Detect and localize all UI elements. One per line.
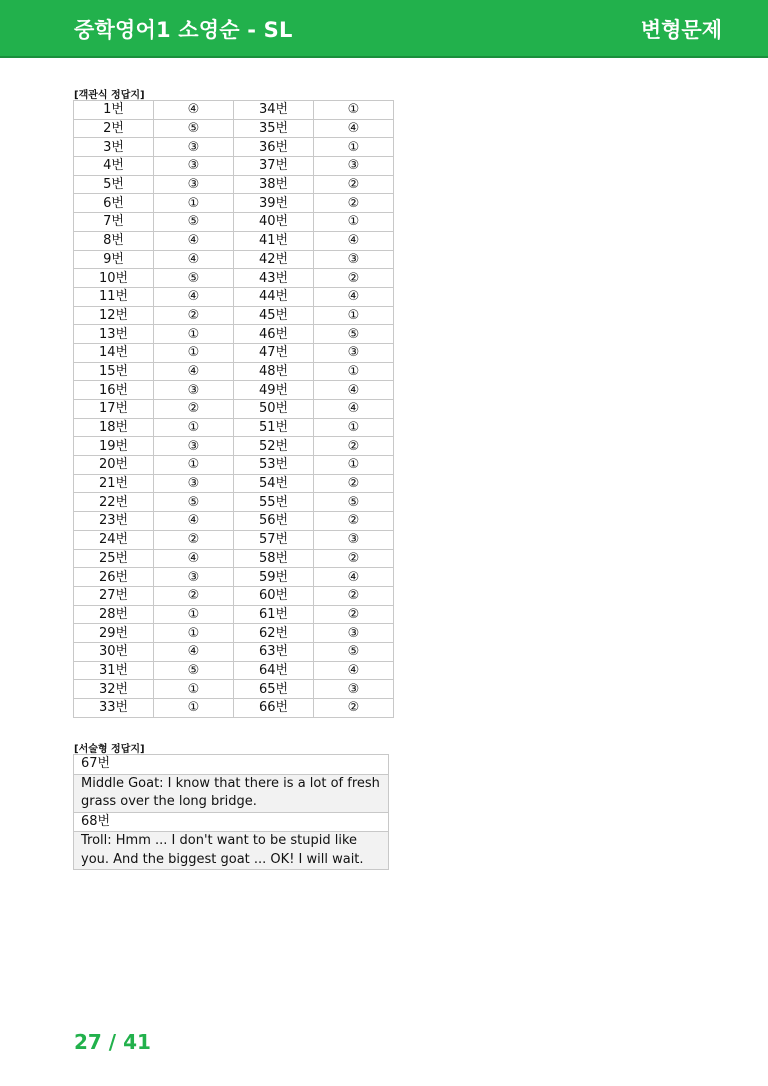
answer-row <box>74 138 394 157</box>
question-number: 30번 <box>74 642 154 661</box>
essay-answer-row <box>74 774 389 812</box>
answer-choice: ④ <box>154 549 234 568</box>
subjective-answers-label: [서술형 정답지] <box>74 744 145 755</box>
answer-choice: ② <box>314 699 394 718</box>
answer-choice: ③ <box>154 381 234 400</box>
answer-choice: ④ <box>154 250 234 269</box>
question-number: 28번 <box>74 605 154 624</box>
answer-choice: ④ <box>314 661 394 680</box>
answer-choice: ④ <box>154 512 234 531</box>
answer-choice: ② <box>154 400 234 419</box>
answer-choice: ③ <box>314 157 394 176</box>
answer-choice: ① <box>154 456 234 475</box>
question-number: 34번 <box>234 101 314 120</box>
answer-row <box>74 157 394 176</box>
question-number: 21번 <box>74 474 154 493</box>
question-number: 8번 <box>74 231 154 250</box>
question-number: 46번 <box>234 325 314 344</box>
question-number: 27번 <box>74 586 154 605</box>
question-number: 41번 <box>234 231 314 250</box>
question-number: 38번 <box>234 175 314 194</box>
question-number: 18번 <box>74 418 154 437</box>
answer-choice: ① <box>154 624 234 643</box>
question-number: 62번 <box>234 624 314 643</box>
essay-question-number: 67번 <box>74 755 389 775</box>
answer-choice: ② <box>314 437 394 456</box>
answer-choice: ④ <box>154 642 234 661</box>
question-number: 9번 <box>74 250 154 269</box>
question-number: 31번 <box>74 661 154 680</box>
question-number: 5번 <box>74 175 154 194</box>
question-number: 42번 <box>234 250 314 269</box>
answer-choice: ④ <box>314 400 394 419</box>
answer-choice: ① <box>314 456 394 475</box>
answer-choice: ⑤ <box>154 269 234 288</box>
answer-row <box>74 530 394 549</box>
answer-row <box>74 213 394 232</box>
answer-choice: ② <box>314 512 394 531</box>
answer-choice: ② <box>314 549 394 568</box>
document-title: 중학영어1 소영순 - SL <box>74 18 293 42</box>
question-number: 25번 <box>74 549 154 568</box>
answer-row <box>74 287 394 306</box>
essay-number-row <box>74 812 389 832</box>
question-number: 19번 <box>74 437 154 456</box>
answer-choice: ③ <box>314 530 394 549</box>
answer-row <box>74 568 394 587</box>
answer-row <box>74 362 394 381</box>
answer-choice: ③ <box>154 157 234 176</box>
question-number: 29번 <box>74 624 154 643</box>
question-number: 2번 <box>74 119 154 138</box>
answer-choice: ③ <box>314 624 394 643</box>
answer-choice: ① <box>314 138 394 157</box>
question-number: 7번 <box>74 213 154 232</box>
answer-row <box>74 456 394 475</box>
question-number: 11번 <box>74 287 154 306</box>
question-number: 33번 <box>74 699 154 718</box>
answer-choice: ④ <box>154 287 234 306</box>
question-number: 56번 <box>234 512 314 531</box>
question-number: 43번 <box>234 269 314 288</box>
question-number: 64번 <box>234 661 314 680</box>
answer-choice: ② <box>314 586 394 605</box>
subjective-answer-table <box>73 754 389 870</box>
answer-choice: ① <box>154 325 234 344</box>
objective-answer-table <box>73 100 394 718</box>
answer-choice: ② <box>314 175 394 194</box>
question-number: 60번 <box>234 586 314 605</box>
answer-choice: ④ <box>154 101 234 120</box>
answer-row <box>74 325 394 344</box>
answer-choice: ② <box>314 474 394 493</box>
question-number: 3번 <box>74 138 154 157</box>
page-number: 27 / 41 <box>74 1030 151 1054</box>
question-number: 22번 <box>74 493 154 512</box>
question-number: 53번 <box>234 456 314 475</box>
question-number: 65번 <box>234 680 314 699</box>
answer-choice: ① <box>154 418 234 437</box>
question-number: 57번 <box>234 530 314 549</box>
answer-choice: ⑤ <box>154 661 234 680</box>
answer-row <box>74 119 394 138</box>
question-number: 40번 <box>234 213 314 232</box>
answer-choice: ③ <box>154 138 234 157</box>
answer-row <box>74 343 394 362</box>
answer-choice: ④ <box>314 381 394 400</box>
essay-answer-text: Troll: Hmm ... I don't want to be stupid like you. And the biggest goat ... OK! I will wait. <box>74 832 389 870</box>
essay-question-number: 68번 <box>74 812 389 832</box>
answer-choice: ② <box>154 530 234 549</box>
answer-row <box>74 661 394 680</box>
question-number: 32번 <box>74 680 154 699</box>
question-number: 51번 <box>234 418 314 437</box>
answer-choice: ⑤ <box>154 213 234 232</box>
answer-choice: ① <box>154 680 234 699</box>
answer-row <box>74 586 394 605</box>
essay-answer-row <box>74 832 389 870</box>
answer-choice: ⑤ <box>154 493 234 512</box>
answer-choice: ⑤ <box>314 493 394 512</box>
question-number: 58번 <box>234 549 314 568</box>
answer-choice: ① <box>314 362 394 381</box>
answer-choice: ③ <box>154 474 234 493</box>
answer-row <box>74 269 394 288</box>
answer-choice: ① <box>314 101 394 120</box>
question-number: 20번 <box>74 456 154 475</box>
answer-choice: ⑤ <box>154 119 234 138</box>
answer-choice: ⑤ <box>314 642 394 661</box>
answer-row <box>74 101 394 120</box>
answer-choice: ② <box>314 269 394 288</box>
answer-choice: ③ <box>314 343 394 362</box>
answer-choice: ③ <box>154 568 234 587</box>
question-number: 13번 <box>74 325 154 344</box>
answer-choice: ② <box>314 194 394 213</box>
answer-row <box>74 680 394 699</box>
answer-choice: ② <box>154 586 234 605</box>
question-number: 50번 <box>234 400 314 419</box>
answer-choice: ① <box>154 194 234 213</box>
answer-choice: ④ <box>154 231 234 250</box>
question-number: 36번 <box>234 138 314 157</box>
answer-choice: ④ <box>314 119 394 138</box>
answer-choice: ① <box>154 343 234 362</box>
answer-row <box>74 231 394 250</box>
answer-choice: ④ <box>154 362 234 381</box>
answer-row <box>74 437 394 456</box>
question-number: 49번 <box>234 381 314 400</box>
answer-choice: ① <box>154 699 234 718</box>
question-number: 61번 <box>234 605 314 624</box>
answer-row <box>74 605 394 624</box>
essay-answer-text: Middle Goat: I know that there is a lot of fresh grass over the long bridge. <box>74 774 389 812</box>
question-number: 59번 <box>234 568 314 587</box>
page-header <box>0 0 768 58</box>
question-number: 52번 <box>234 437 314 456</box>
question-number: 48번 <box>234 362 314 381</box>
answer-choice: ② <box>154 306 234 325</box>
answer-row <box>74 474 394 493</box>
question-number: 66번 <box>234 699 314 718</box>
answer-choice: ③ <box>154 175 234 194</box>
question-number: 24번 <box>74 530 154 549</box>
essay-number-row <box>74 755 389 775</box>
question-number: 47번 <box>234 343 314 362</box>
answer-choice: ④ <box>314 287 394 306</box>
answer-row <box>74 418 394 437</box>
answer-choice: ① <box>314 306 394 325</box>
question-number: 37번 <box>234 157 314 176</box>
answer-row <box>74 194 394 213</box>
question-number: 54번 <box>234 474 314 493</box>
question-number: 15번 <box>74 362 154 381</box>
answer-choice: ① <box>314 213 394 232</box>
answer-row <box>74 250 394 269</box>
answer-choice: ③ <box>154 437 234 456</box>
question-number: 35번 <box>234 119 314 138</box>
answer-row <box>74 624 394 643</box>
answer-row <box>74 306 394 325</box>
question-number: 1번 <box>74 101 154 120</box>
answer-row <box>74 381 394 400</box>
question-number: 16번 <box>74 381 154 400</box>
answer-choice: ① <box>154 605 234 624</box>
answer-row <box>74 512 394 531</box>
question-number: 39번 <box>234 194 314 213</box>
section-title: 변형문제 <box>640 18 722 42</box>
question-number: 63번 <box>234 642 314 661</box>
question-number: 44번 <box>234 287 314 306</box>
question-number: 14번 <box>74 343 154 362</box>
question-number: 26번 <box>74 568 154 587</box>
answer-row <box>74 549 394 568</box>
answer-row <box>74 400 394 419</box>
question-number: 4번 <box>74 157 154 176</box>
question-number: 12번 <box>74 306 154 325</box>
answer-choice: ① <box>314 418 394 437</box>
answer-choice: ③ <box>314 680 394 699</box>
answer-choice: ③ <box>314 250 394 269</box>
question-number: 23번 <box>74 512 154 531</box>
answer-row <box>74 642 394 661</box>
answer-choice: ④ <box>314 231 394 250</box>
answer-row <box>74 493 394 512</box>
answer-row <box>74 699 394 718</box>
question-number: 6번 <box>74 194 154 213</box>
question-number: 55번 <box>234 493 314 512</box>
answer-choice: ⑤ <box>314 325 394 344</box>
answer-row <box>74 175 394 194</box>
question-number: 10번 <box>74 269 154 288</box>
question-number: 17번 <box>74 400 154 419</box>
question-number: 45번 <box>234 306 314 325</box>
objective-answers-label: [객관식 정답지] <box>74 90 145 101</box>
answer-choice: ④ <box>314 568 394 587</box>
answer-choice: ② <box>314 605 394 624</box>
